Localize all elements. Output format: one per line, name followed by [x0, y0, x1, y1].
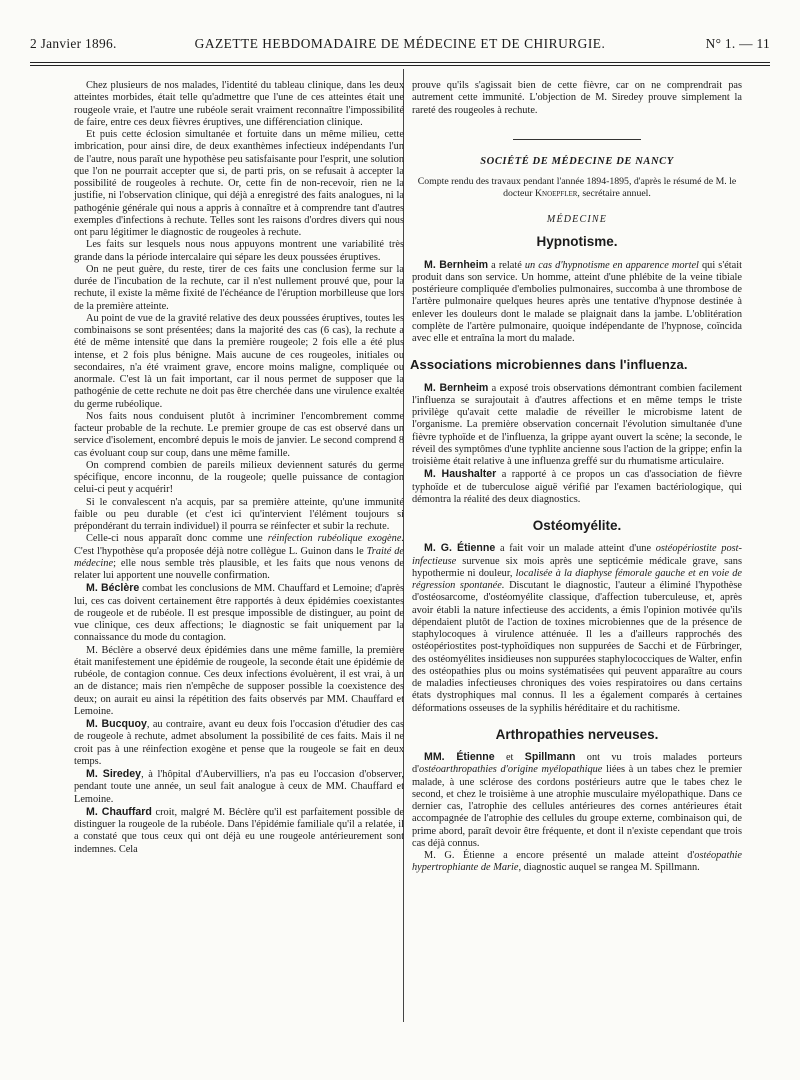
speaker-name: M. Bernheim	[424, 258, 489, 271]
speaker-name: Spillmann	[524, 751, 576, 763]
heading-hypnotisme: Hypnotisme.	[536, 234, 618, 250]
paragraph	[74, 768, 404, 806]
speaker-name: M. Bucquoy	[86, 718, 147, 730]
text-span: , diagnostic auquel se rangea M. Spillmann.	[518, 862, 700, 874]
paragraph: prouve qu'ils s'agissait bien de cette fièvre, car on ne comprendrait pas autrement cette immunité. L'objection de M. Siredey prouve simplement la rareté des rougeoles à rechute.	[412, 80, 742, 116]
speaker-name: M. Chauffard	[86, 805, 152, 818]
paragraph	[74, 718, 404, 768]
text-span: ; elle nous semble très plausible, et les faits que nous venons de relater lui apportent une nouvelle confirmation.	[74, 557, 404, 581]
paragraph: Chez plusieurs de nos malades, l'identité du tableau clinique, dans les deux atteintes morbides, était telle qu'admettre que l'une de ces atteintes était une rougeole vraie, et l'autre une rubéole serait vraiment reconnaître l'impossibilité de faire, entre ces deux fièvres éruptives, une différenciation clinique.	[74, 80, 404, 128]
paragraph	[412, 468, 742, 506]
italic-span: réinfection rubéolique exogène.	[267, 533, 404, 545]
paragraph: Et puis cette éclosion simultanée et fortuite dans un même milieu, cette imbrication, pour ainsi dire, de deux exanthèmes infectieux indépendants l'un de l'autre, nous paraît une hypothèse peu satisfaisante pour l'esprit, une solution que l'on ne pourrait accepter que si, de parti pris, on se refusait à accepter la possibilité de rougeoles à rechute. Or, cette fin de non-recevoir, rien ne la justifie, ni l'observation clinique, qui déjà a enregistré des faits analogues, ni la pathogénie générale qui nous a appris à connaître et à comprendre tant d'autres exemples d'infections à rechute. Telles sont les raisons d'ordres divers qui nous ont paru légitimer le diagnostic de rougeoles à rechute.	[74, 129, 404, 238]
speaker-name: M. Bernheim	[424, 381, 489, 394]
text-span: liées à un tabes chez le premier malade, à une sclérose des cordons postérieurs autre que le tabes chez le second, et chez le troisième à une atrophie musculaire myélopathique. Dans ce dernier cas, l'atrophie des cellules antérieures des cornes antérieures était accompagnée de l'atrophie des cellules du groupe externe, combinaison qui, de prime abord, paraît devoir être fréquente, et dont il n'existe cependant que trois cas déjà connus.	[412, 764, 742, 849]
text-span: survenue six mois après une septicémie médicale grave, sans hypothermie ni douleur,	[412, 555, 742, 579]
report-subtitle	[412, 176, 742, 200]
heading-arthropathies: Arthropathies nerveuses.	[495, 726, 659, 742]
running-header	[30, 36, 770, 58]
paragraph	[412, 542, 742, 715]
left-column	[74, 80, 404, 856]
paragraph	[412, 382, 742, 469]
heading-osteomyelite: Ostéomyélite.	[532, 518, 622, 533]
speaker-name: MM. Étienne	[424, 751, 495, 763]
text-span: ont vu trois malades porteurs d'	[412, 752, 742, 776]
speaker-name: M. Haushalter	[424, 468, 497, 481]
text-span: et	[494, 752, 525, 763]
italic-span: localisée à la diaphyse fémorale gauche et en voie de régression spontanée.	[412, 567, 742, 591]
paragraph: Nos faits nous conduisent plutôt à incriminer l'encombrement comme facteur probable de la rechute. Le premier groupe de cas est observé dans un service d'isolement, encombré depuis le mois de janvier. Le second comprend 8 cas évoluant coup sur coup, dans une même famille.	[74, 410, 404, 459]
text-span: , à l'hôpital d'Aubervilliers, n'a pas eu l'occasion d'observer, pendant toute une année, un seul fait analogue à ceux de MM. Chauffard et Lemoine.	[74, 769, 405, 805]
text-span: croit, malgré M. Béclère qu'il est parfaitement possible de distinguer la rougeole de la rubéole. Dans l'épidémie familiale qu'il a relatée, il a constaté que tous ceux qui ont déjà eu une rougeole antérieurement sont indemnes. Cela	[74, 806, 404, 855]
text-span: a relaté	[488, 259, 525, 271]
speaker-name: M. G. Étienne	[424, 542, 496, 555]
text-span: , secrétaire annuel.	[577, 188, 651, 199]
italic-span: ostéopériostite post-infectieuse	[412, 543, 742, 567]
header-rule-bottom	[30, 65, 770, 66]
paragraph: Au point de vue de la gravité relative des deux poussées éruptives, toutes les combinaisons se sont présentées; dans la majorité des cas (6 cas), la rechute a été de même intensité que dans la première rougeole; 2 fois elle a été plus intense, et 2 fois plus bénigne. Mais aucune de ces rougeoles, initiales ou secondaires, n'a été vraiment grave, encore moins maligne, compliquée ou anormale. C'est là un fait important, car il nous permet de supposer que la pathogénie de cette rechute ne doit pas être cherchée dans une virulence exaltée du germe rubéolique.	[74, 312, 404, 410]
paragraph: On comprend combien de pareils milieux deviennent saturés du germe spécifique, encore inconnu, de la rougeole; quelle puissance de contagion celui-ci peut y acquérir!	[74, 459, 404, 496]
paragraph	[412, 259, 742, 346]
text-span: M. G. Étienne a encore présenté un malade atteint d'	[424, 850, 695, 861]
paragraph	[74, 806, 404, 856]
header-date: 2 Janvier 1896.	[30, 36, 117, 51]
paragraph: M. Béclère a observé deux épidémies dans une même famille, la première était manifestement une épidémie de rougeole, la seconde était une épidémie de rubéole, de contagion connue. Ces deux infections évoluèrent, il est vrai, à un an de distance; mais rien n'empêche de supposer possible la coexistence des deux; on aurait eu ainsi la répétition des faits observés par MM. Chauffard et Lemoine.	[74, 644, 404, 717]
text-span: a fait voir un malade atteint d'une	[495, 543, 656, 555]
paragraph: Si le convalescent n'a acquis, par sa première atteinte, qu'une immunité faible ou peu durable (et c'est ici qu'intervient l'élément toujours si prépondérant du terrain individuel) il pourra se réinfecter et subir la rechute.	[74, 496, 404, 532]
text-span: C'est l'hypothèse qu'a proposée déjà notre collègue L. Guinon dans le	[74, 545, 367, 557]
italic-span: un cas d'hypnotisme en apparence mortel	[524, 259, 699, 271]
header-rule-top	[30, 62, 770, 63]
paragraph: On ne peut guère, du reste, tirer de ces faits une conclusion ferme sur la durée de l'incubation de la rechute, car il n'est nullement prouvé que, pour la rechute, il existe la même fixité de l'échéance de l'éruption morbilleuse que lors de la première atteinte.	[74, 263, 404, 312]
text-span: combat les conclusions de MM. Chauffard et Lemoine; d'après lui, ces cas doivent certainement être rapportés à deux épidémies coexistantes de rougeole et de rubéole. Il est presque impossible de distinguer, au point de vue clinique, ces deux affections; le diagnostic se fait uniquement par la connaissance du mode du contagion.	[74, 583, 404, 644]
italic-span: Traité de médecine	[74, 545, 404, 569]
text-span: , au contraire, avant eu deux fois l'occasion d'étudier des cas de rougeole à rechute, admet absolument la possibilité de ces faits. Mais il ne croit pas à une réinfection exogène et pense que la rougeole se fait en deux temps.	[74, 719, 404, 767]
text-span: Compte rendu des travaux pendant l'année 1894-1895, d'après le résumé de M. le docteur	[417, 176, 737, 199]
heading-associations: Associations microbiennes dans l'influenza.	[410, 357, 688, 373]
text-span: Celle-ci nous apparaît donc comme une	[86, 533, 268, 545]
speaker-name: M. Siredey	[86, 768, 142, 780]
section-separator	[513, 139, 641, 140]
header-page-number: N° 1. — 11	[705, 36, 770, 51]
italic-span: ostéoarthropathies d'origine myélopathique	[419, 764, 603, 776]
paragraph: Les faits sur lesquels nous nous appuyons montrent une variabilité très grande dans la période intercalaire qui sépare les deux poussées éruptives.	[74, 239, 404, 263]
author-name: Knoepfler	[534, 188, 578, 199]
speaker-name: M. Béclère	[86, 582, 140, 595]
right-column	[412, 80, 742, 875]
text-span: Discutant le diagnostic, l'auteur a éliminé l'hypothèse d'ostéosarcome, d'ostéomyélite classique, d'affection tuberculeuse, et, après avoir établi la nature infectieuse des accidents, a émis l'opinion motivée qu'ils dépendaient plutôt de l'action de toxines microbiennes que de la présence de staphylocoques à virulence atténuée. Il les a d'ailleurs rapprochés des ostéopériostites post-typhoïdiques non suppurées de Sacchi et de Fürbringer, des ostéomyélites insidieuses non suppurées staphylococciques de Walter, enfin des ostéopathies plus ou moins systématisées qui peuvent apparaître au cours de maladies infectieuses chroniques des voies respiratoires ou dans certains états dystrophiques mal connus. Il les a également comparés à certaines déformations osseuses de la syphilis héréditaire et du rachitisme.	[412, 580, 742, 714]
text-span: a exposé trois observations démontrant combien facilement l'influenza se surajoutait à d'autres affections et en même temps le triste privilège qu'avait cette maladie de réveiller le microbisme latent de l'organisme. La première observation concernait l'évolution simultanée d'une fièvre typhoïde et de l'influenza, la grippe ayant ouvert la scène; la seconde, le réveil des symptômes d'une typhlite ancienne sous l'action de la grippe; enfin la troisième était relative à une influenza greffé sur du rhumatisme articulaire.	[412, 382, 742, 467]
paragraph	[412, 850, 742, 875]
text-span: a rapporté à ce propos un cas d'association de fièvre typhoïde et de tuberculose aiguë vérifié par l'examen bactériologique, qui démontra la réalité des deux diagnostics.	[412, 469, 742, 505]
paragraph	[412, 751, 742, 850]
paragraph	[74, 582, 404, 644]
italic-span: ostéopathie hypertrophiante de Marie	[412, 850, 742, 874]
text-span: qui s'était produit dans son service. Un homme, atteint d'une phlébite de la veine tibiale postérieure compliquée d'embolies pulmonaires, succomba à une thrombose de l'artère pulmonaire quelques heures après une tentative d'hypnose destinée à enlever les douleurs dont le malade se plaignait dans la jambe. L'oblitération complète de l'artère pulmonaire, quoique indépendante de l'hypnose, coïncida avec elle et entraîna la mort du malade.	[412, 259, 742, 344]
society-heading: SOCIÉTÉ DE MÉDECINE DE NANCY	[480, 155, 674, 167]
header-title: GAZETTE HEBDOMADAIRE DE MÉDECINE ET DE CHIRURGIE.	[194, 36, 606, 51]
paragraph	[74, 533, 404, 582]
subsection-label: MÉDECINE	[546, 214, 608, 225]
